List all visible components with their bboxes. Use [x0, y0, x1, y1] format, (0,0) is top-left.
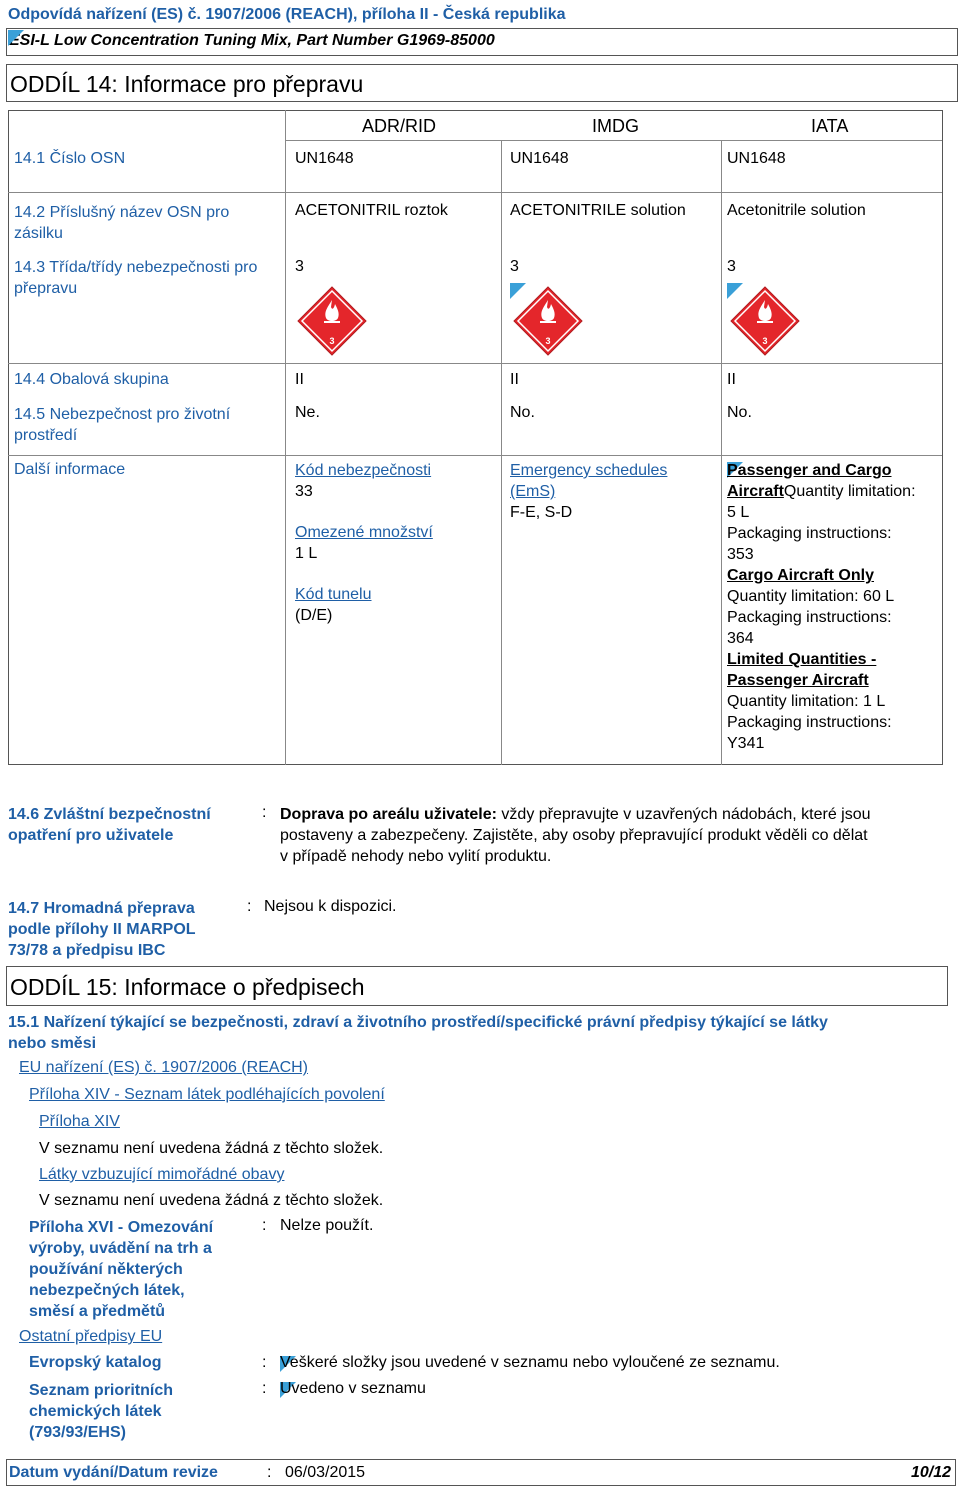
row-divider-1: [8, 192, 942, 193]
priority-list-value: Uvedeno v seznamu: [280, 1380, 426, 1397]
flammable-placard-icon: [297, 286, 367, 356]
passenger-cargo-label: Passenger and Cargo: [727, 462, 892, 479]
special-precautions-text-2: postaveny a zabezpečeny. Zajistěte, aby osoby přepravující produkt věděli co dělat: [280, 827, 868, 844]
annex-17-label: [29, 1217, 244, 1322]
colon: :: [247, 898, 252, 915]
bulk-transport-label-1: 14.7 Hromadná přeprava: [8, 900, 195, 917]
section-14-title: ODDÍL 14: Informace pro přepravu: [10, 71, 364, 97]
placard-number: 3: [762, 336, 768, 346]
lq-pack-label: Packaging instructions:: [727, 714, 892, 731]
ems-value: F-E, S-D: [510, 504, 573, 521]
additional-info-label: Další informace: [14, 461, 126, 478]
priority-list-line-1: Seznam prioritních: [29, 1382, 174, 1399]
regulation-15-1-line-2: nebo směsi: [8, 1035, 97, 1052]
footer-label: Datum vydání/Datum revize: [9, 1464, 218, 1481]
footer-date: 06/03/2015: [285, 1464, 366, 1481]
adr-additional-info: [295, 460, 495, 626]
svhc-text: V seznamu není uvedena žádná z těchto složek.: [39, 1192, 384, 1209]
pca-qty-value: 5 L: [727, 504, 750, 521]
lq-pack-value: Y341: [727, 735, 765, 752]
annex-17-line-2: výroby, uvádění na trh a: [29, 1240, 212, 1257]
cao-pack-label: Packaging instructions:: [727, 609, 892, 626]
eu-catalog-label: Evropský katalog: [29, 1354, 162, 1371]
row-divider-2: [8, 363, 942, 364]
shipping-name-imdg: ACETONITRILE solution: [510, 202, 686, 219]
flammable-placard-icon: [513, 286, 583, 356]
packing-group-iata: II: [727, 371, 736, 388]
hazard-class-imdg: 3: [510, 258, 519, 275]
special-precautions-label: [8, 804, 248, 846]
annex-17-line-4: nebezpečných látek,: [29, 1282, 185, 1299]
section-15-title-box: [6, 966, 948, 1006]
pca-pack-label: Packaging instructions:: [727, 525, 892, 542]
section-15-title: ODDÍL 15: Informace o předpisech: [10, 974, 365, 1000]
colon: :: [262, 1217, 267, 1234]
eu-catalog-value: Veškeré složky jsou uvedené v seznamu nebo vyloučené ze seznamu.: [280, 1354, 780, 1371]
placard-number: 3: [545, 336, 551, 346]
flag-icon: [8, 30, 24, 46]
col-header-adr: ADR/RID: [362, 116, 437, 136]
row-divider-3: [8, 455, 942, 456]
bulk-transport-label-2: podle přílohy II MARPOL: [8, 921, 196, 938]
hazard-class-iata: 3: [727, 258, 736, 275]
special-precautions-text: [280, 804, 950, 867]
hazard-class-adr: 3: [295, 258, 304, 275]
product-title-box: [6, 28, 958, 56]
cargo-only-label: Cargo Aircraft Only: [727, 567, 874, 584]
placard-number: 3: [329, 336, 335, 346]
page-number: 10/12: [910, 1464, 951, 1481]
ems-label-abbr: (EmS): [510, 483, 556, 500]
limited-qty-label: Omezené množství: [295, 524, 433, 541]
annex-17-line-5: směsí a předmětů: [29, 1303, 166, 1320]
special-precautions-label-1: 14.6 Zvláštní bezpečnostní: [8, 806, 211, 823]
eu-reach-heading: EU nařízení (ES) č. 1907/2006 (REACH): [19, 1059, 309, 1076]
bulk-transport-label-3: 73/78 a předpisu IBC: [8, 942, 166, 959]
env-hazard-imdg: No.: [510, 404, 535, 421]
lq-qty: Quantity limitation: 1 L: [727, 693, 886, 710]
priority-list-line-2: chemických látek: [29, 1403, 162, 1420]
product-title: ESI-L Low Concentration Tuning Mix, Part Number G1969-85000: [9, 32, 495, 49]
hazard-code-value: 33: [295, 483, 313, 500]
tunnel-code-label: Kód tunelu: [295, 586, 372, 603]
col-divider-3: [721, 140, 722, 765]
col-divider-1: [285, 110, 286, 765]
un-number-adr: UN1648: [295, 150, 354, 167]
pca-qty-label: Quantity limitation:: [783, 483, 916, 500]
ems-label: Emergency schedules: [510, 462, 668, 479]
regulation-header: Odpovídá nařízení (ES) č. 1907/2006 (REACH), příloha II - Česká republika: [8, 6, 566, 23]
packing-group-label: 14.4 Obalová skupina: [14, 371, 169, 388]
footer-box: [6, 1459, 956, 1486]
limited-quantities-label-2: Passenger Aircraft: [727, 672, 869, 689]
colon: :: [262, 804, 267, 821]
annex-14-title: Příloha XIV - Seznam látek podléhajících povolení: [29, 1086, 385, 1103]
shipping-name-adr: ACETONITRIL roztok: [295, 202, 448, 219]
limited-quantities-label: Limited Quantities -: [727, 651, 877, 668]
annex-17-line-1: Příloha XVI - Omezování: [29, 1219, 214, 1236]
special-precautions-text-3: v případě nehody nebo vylití produktu.: [280, 848, 552, 865]
col-header-iata: IATA: [811, 116, 849, 136]
packing-group-imdg: II: [510, 371, 519, 388]
section-14-title-box: [6, 64, 958, 102]
special-precautions-label-2: opatření pro uživatele: [8, 827, 174, 844]
un-number-imdg: UN1648: [510, 150, 569, 167]
colon: :: [262, 1380, 267, 1397]
priority-list-label: [29, 1380, 244, 1443]
annex-14-heading: Příloha XIV: [39, 1113, 120, 1130]
annex-17-value: Nelze použít.: [280, 1217, 374, 1234]
regulation-15-1-line-1: 15.1 Nařízení týkající se bezpečnosti, zdraví a životního prostředí/specifické právní předpisy týkající se látky: [8, 1014, 828, 1031]
col-divider-2: [501, 140, 502, 765]
other-eu-heading: Ostatní předpisy EU: [19, 1328, 163, 1345]
env-hazard-iata: No.: [727, 404, 752, 421]
regulation-15-1: [8, 1012, 948, 1054]
env-hazard-adr: Ne.: [295, 404, 320, 421]
iata-additional-info: [727, 460, 939, 754]
special-precautions-text-1: vždy přepravujte v uzavřených nádobách, které jsou: [496, 806, 871, 823]
cao-pack-value: 364: [727, 630, 754, 647]
limited-qty-value: 1 L: [295, 545, 318, 562]
special-precautions-bold: Doprava po areálu uživatele:: [280, 806, 497, 823]
pca-pack-value: 353: [727, 546, 754, 563]
un-number-label: 14.1 Číslo OSN: [14, 150, 126, 167]
packing-group-adr: II: [295, 371, 304, 388]
header-row-divider: [285, 140, 942, 141]
hazard-code-label: Kód nebezpečnosti: [295, 462, 432, 479]
svhc-heading: Látky vzbuzující mimořádné obavy: [39, 1166, 285, 1183]
colon: :: [262, 1354, 267, 1371]
annex-17-line-3: používání některých: [29, 1261, 183, 1278]
hazard-class-label: 14.3 Třída/třídy nebezpečnosti pro přepravu: [14, 259, 258, 297]
flammable-placard-icon: [730, 286, 800, 356]
passenger-cargo-label-2: Aircraft: [727, 483, 784, 500]
col-header-imdg: IMDG: [592, 116, 639, 136]
priority-list-line-3: (793/93/EHS): [29, 1424, 126, 1441]
un-number-iata: UN1648: [727, 150, 786, 167]
bulk-transport-value: Nejsou k dispozici.: [264, 898, 397, 915]
imdg-additional-info: [510, 460, 715, 523]
bulk-transport-label: [8, 898, 243, 961]
cao-qty: Quantity limitation: 60 L: [727, 588, 895, 605]
shipping-name-iata: Acetonitrile solution: [727, 202, 866, 219]
footer-colon: :: [267, 1464, 272, 1481]
env-hazard-label: 14.5 Nebezpečnost pro životní prostředí: [14, 406, 231, 444]
tunnel-code-value: (D/E): [295, 607, 333, 624]
annex-14-text: V seznamu není uvedena žádná z těchto složek.: [39, 1140, 384, 1157]
shipping-name-label: 14.2 Příslušný název OSN pro zásilku: [14, 204, 230, 242]
